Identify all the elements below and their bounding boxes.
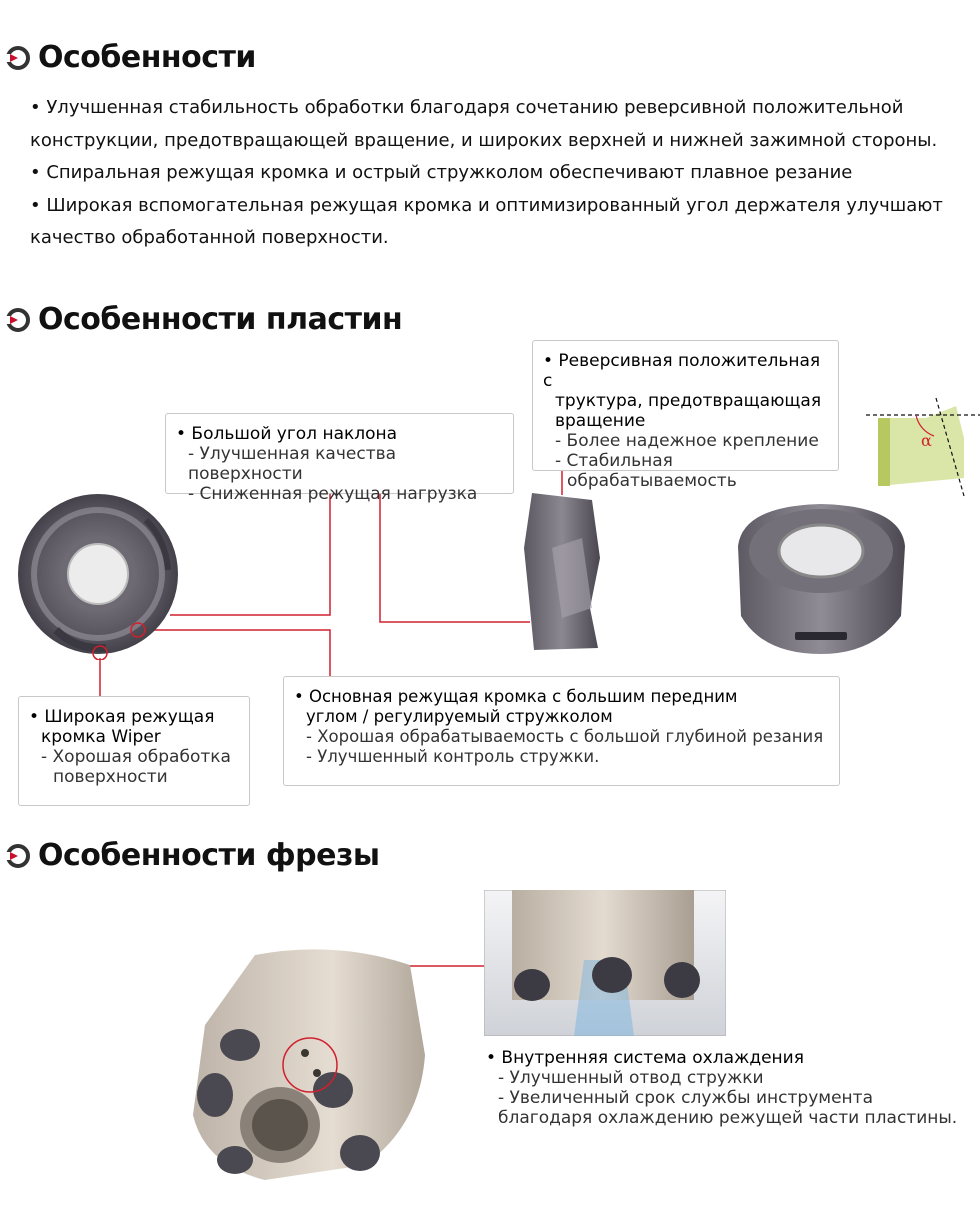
callout-rake-angle (165, 413, 514, 504)
callout-title: труктура, предотвращающая (555, 391, 822, 411)
section-cutter-heading (6, 838, 380, 873)
section-bullet-icon (6, 844, 30, 868)
insert-top-view-image (16, 490, 181, 660)
intro-line: качество обработанной поверхности. (30, 227, 389, 248)
callout-item: - Более надежное крепление (555, 431, 819, 451)
callout-item: благодаря охлаждению режущей части пластины. (498, 1108, 958, 1128)
section-title: Особенности (38, 40, 256, 75)
callout-title: • Большой угол наклона (176, 424, 398, 444)
callout-item: - Хорошая обработка (41, 747, 231, 767)
callout-coolant (478, 1038, 978, 1138)
callout-title: • Основная режущая кромка с большим передним (294, 687, 738, 706)
callout-item: поверхности (53, 767, 168, 787)
callout-reverse-structure (532, 340, 839, 491)
callout-title: вращение (555, 411, 646, 431)
callout-title: • Реверсивная положительная с (543, 351, 821, 391)
intro-line: • Улучшенная стабильность обработки благодаря сочетанию реверсивной положительной (30, 97, 904, 118)
callout-item: - Улучшенный контроль стружки. (306, 747, 600, 766)
coolant-photo (484, 890, 726, 1036)
callout-main-edge (283, 676, 840, 786)
insert-3d-view-image (733, 496, 908, 656)
callout-item: - Улучшенная качества поверхности (188, 444, 397, 484)
intro-line: • Спиральная режущая кромка и острый стружколом обеспечивают плавное резание (30, 162, 853, 183)
callout-item: - Улучшенный отвод стружки (498, 1068, 764, 1088)
callout-item: - Стабильная (555, 451, 673, 471)
intro-line: конструкции, предотвращающей вращение, и широких верхней и нижней зажимной стороны. (30, 129, 938, 151)
section-title: Особенности пластин (38, 302, 403, 337)
clearance-angle-diagram (866, 388, 980, 498)
callout-title: • Внутренняя система охлаждения (486, 1048, 804, 1068)
callout-title: углом / регулируемый стружколом (306, 707, 613, 726)
callout-title: • Широкая режущая (29, 707, 215, 727)
callout-item: - Увеличенный срок службы инструмента (498, 1088, 873, 1108)
milling-cutter-image (185, 945, 445, 1185)
callout-wiper-edge (18, 696, 250, 806)
intro-line: • Широкая вспомогательная режущая кромка и оптимизированный угол держателя улучшают (30, 194, 943, 216)
insert-side-view-image (522, 488, 602, 653)
callout-item: - Хорошая обрабатываемость с большой глубиной резания (306, 727, 824, 746)
section-title: Особенности фрезы (38, 838, 380, 873)
angle-alpha-label: α (921, 431, 932, 450)
callout-title: кромка Wiper (41, 727, 161, 747)
callout-item: - Сниженная режущая нагрузка (188, 484, 478, 504)
callout-item: обрабатываемость (567, 471, 737, 491)
